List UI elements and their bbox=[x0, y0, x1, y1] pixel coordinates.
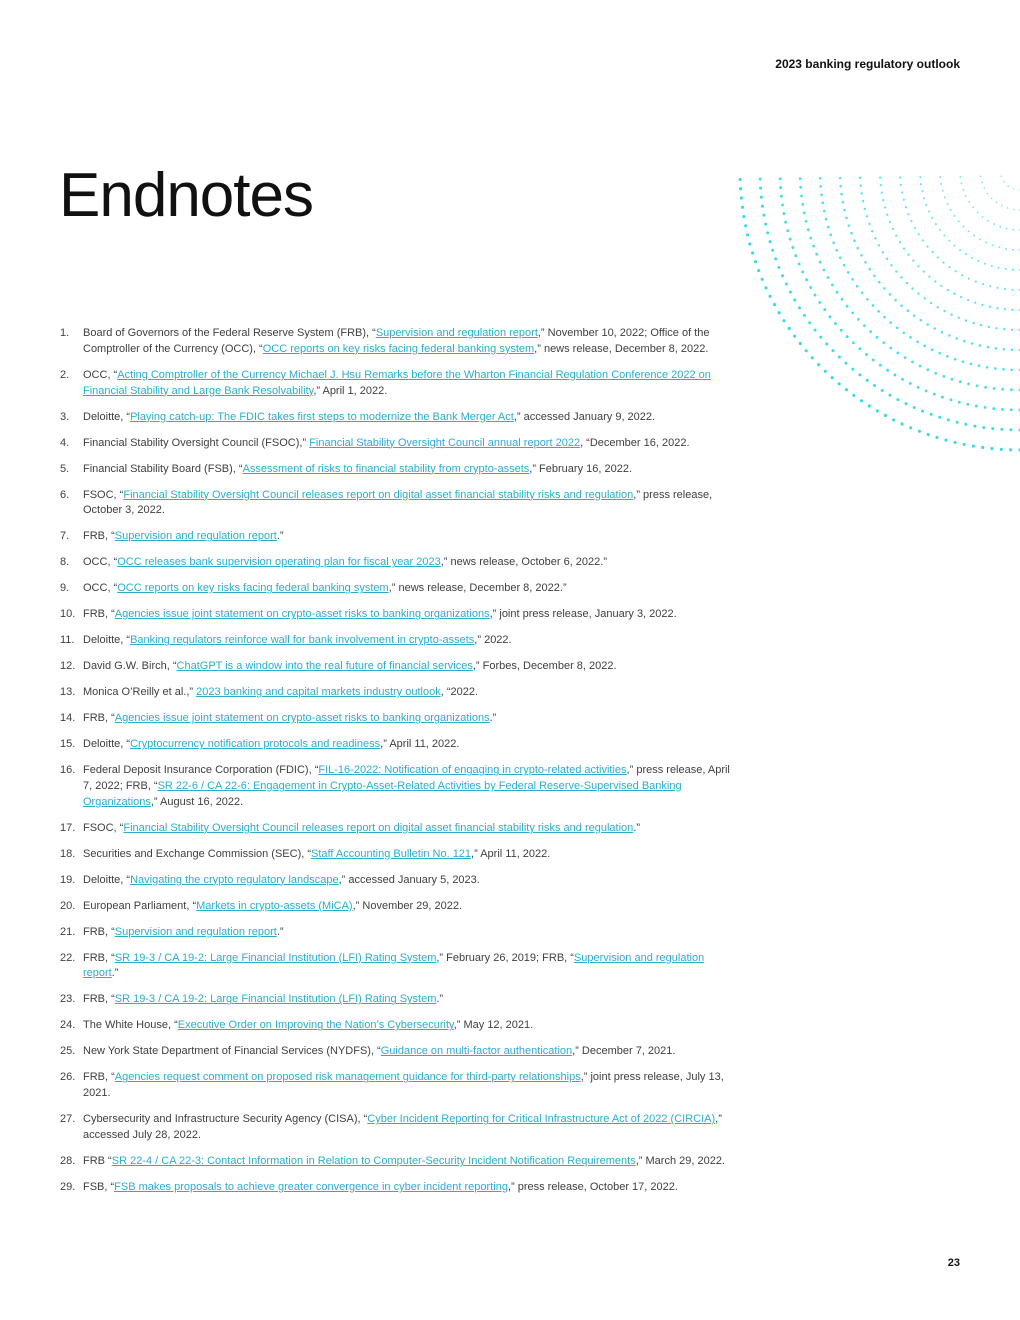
endnote-item bbox=[60, 711, 732, 727]
endnote-text: OCC, “ bbox=[83, 556, 118, 569]
endnote-source-link[interactable]: Cyber Incident Reporting for Critical Infrastructure Act of 2022 (CIRCIA) bbox=[367, 1113, 716, 1126]
endnote-number: 6. bbox=[60, 488, 70, 501]
endnote-text: , “December 16, 2022. bbox=[580, 436, 690, 449]
endnote-number: 19. bbox=[60, 873, 76, 886]
endnote-text: ,” December 7, 2021. bbox=[572, 1045, 676, 1058]
endnote-text: Securities and Exchange Commission (SEC), “ bbox=[83, 847, 312, 860]
endnote-number: 3. bbox=[60, 410, 70, 423]
endnote-text: FRB, “ bbox=[83, 608, 115, 621]
endnote-source-link[interactable]: Markets in crypto-assets (MiCA) bbox=[196, 899, 353, 912]
endnote-text: New York State Department of Financial Services (NYDFS), “ bbox=[83, 1045, 381, 1058]
endnote-source-link[interactable]: Agencies issue joint statement on crypto-asset risks to banking organizations bbox=[114, 712, 490, 725]
endnote-text: Financial Stability Board (FSB), “ bbox=[83, 462, 243, 475]
endnote-source-link[interactable]: Agencies request comment on proposed risk management guidance for third-party relationships bbox=[114, 1071, 581, 1084]
endnote-text: Board of Governors of the Federal Reserve System (FRB), “ bbox=[83, 327, 376, 339]
endnote-text: FSB, “ bbox=[83, 1180, 115, 1193]
endnote-number: 24. bbox=[60, 1019, 76, 1032]
endnote-text: FRB, “ bbox=[83, 1071, 115, 1084]
endnote-number: 27. bbox=[60, 1113, 76, 1126]
endnote-number: 8. bbox=[60, 556, 70, 569]
endnote-item bbox=[60, 410, 732, 426]
endnote-source-link[interactable]: FSB makes proposals to achieve greater convergence in cyber incident reporting bbox=[114, 1180, 508, 1193]
endnote-source-link[interactable]: OCC releases bank supervision operating plan for fiscal year 2023 bbox=[117, 556, 441, 569]
endnote-item bbox=[60, 529, 732, 545]
endnote-text: ,” accessed January 5, 2023. bbox=[338, 873, 480, 886]
endnote-text: ,” news release, December 8, 2022.” bbox=[388, 582, 567, 595]
endnote-item bbox=[60, 925, 732, 941]
endnote-source-link[interactable]: Executive Order on Improving the Nation’s Cybersecurity bbox=[177, 1019, 454, 1032]
endnote-number: 17. bbox=[60, 821, 76, 834]
endnote-number: 5. bbox=[60, 462, 70, 475]
endnote-item bbox=[60, 1180, 732, 1196]
endnote-text: ,” February 26, 2019; FRB, “ bbox=[436, 951, 574, 964]
endnote-text: ,” accessed January 9, 2022. bbox=[513, 410, 656, 423]
endnote-text: ,” April 1, 2022. bbox=[313, 384, 388, 397]
endnote-number: 25. bbox=[60, 1045, 76, 1058]
endnote-text: ,” August 16, 2022. bbox=[150, 795, 244, 808]
endnote-number: 20. bbox=[60, 899, 76, 912]
endnote-text: .” bbox=[111, 967, 119, 980]
endnote-item bbox=[60, 633, 732, 649]
endnote-text: ,” April 11, 2022. bbox=[380, 738, 460, 751]
endnote-item bbox=[60, 659, 732, 675]
endnote-text: FSOC, “ bbox=[83, 488, 124, 501]
endnote-source-link[interactable]: Supervision and regulation report bbox=[114, 530, 277, 543]
endnote-text: FSOC, “ bbox=[83, 821, 124, 834]
endnote-number: 15. bbox=[60, 738, 76, 751]
endnote-item bbox=[60, 1044, 732, 1060]
endnote-text: Federal Deposit Insurance Corporation (FDIC), “ bbox=[83, 764, 319, 777]
endnote-text: FRB, “ bbox=[83, 925, 115, 938]
endnote-number: 22. bbox=[60, 951, 76, 964]
endnote-item bbox=[60, 581, 732, 597]
endnote-item bbox=[60, 685, 732, 701]
endnote-source-link[interactable]: Financial Stability Oversight Council annual report 2022 bbox=[309, 436, 581, 449]
endnote-source-link[interactable]: Banking regulators reinforce wall for bank involvement in crypto-assets bbox=[130, 634, 475, 647]
endnote-text: ,” March 29, 2022. bbox=[635, 1154, 725, 1167]
endnote-text: ,” joint press release, July 13, 2021. bbox=[83, 1071, 724, 1100]
endnote-text: FRB, “ bbox=[83, 993, 115, 1006]
endnote-text: The White House, “ bbox=[83, 1019, 178, 1032]
endnote-text: ,” news release, October 6, 2022.” bbox=[440, 556, 607, 569]
page-number: 23 bbox=[947, 1257, 960, 1269]
endnote-source-link[interactable]: Guidance on multi-factor authentication bbox=[380, 1045, 573, 1058]
endnote-item bbox=[60, 1154, 732, 1170]
endnote-item bbox=[60, 951, 732, 983]
endnote-number: 7. bbox=[60, 530, 70, 543]
endnote-text: Deloitte, “ bbox=[83, 873, 131, 886]
endnote-item bbox=[60, 992, 732, 1008]
endnote-item bbox=[60, 763, 732, 810]
endnote-source-link[interactable]: SR 19-3 / CA 19-2: Large Financial Institution (LFI) Rating System bbox=[114, 993, 437, 1006]
endnote-text: ,” press release, October 3, 2022. bbox=[83, 488, 713, 517]
endnote-number: 14. bbox=[60, 712, 76, 725]
endnote-text: FRB “ bbox=[83, 1154, 112, 1167]
endnote-source-link[interactable]: SR 22-6 / CA 22-6: Engagement in Crypto-Asset-Related Activities by Federal Reserve-Supervised Banking Organizations bbox=[83, 779, 682, 808]
endnote-number: 21. bbox=[60, 925, 76, 938]
endnote-source-link[interactable]: FIL-16-2022: Notification of engaging in crypto-related activities bbox=[318, 764, 627, 777]
endnotes-list bbox=[60, 326, 732, 1206]
endnote-number: 12. bbox=[60, 660, 76, 673]
endnote-source-link[interactable]: Supervision and regulation report bbox=[114, 925, 277, 938]
endnote-text: David G.W. Birch, “ bbox=[83, 660, 177, 673]
endnote-number: 4. bbox=[60, 436, 70, 449]
page-title: Endnotes bbox=[59, 161, 313, 230]
endnote-item bbox=[60, 847, 732, 863]
endnote-source-link[interactable]: ChatGPT is a window into the real future of financial services bbox=[176, 660, 473, 673]
endnote-number: 10. bbox=[60, 608, 76, 621]
endnote-item bbox=[60, 326, 732, 358]
endnote-text: ,” May 12, 2021. bbox=[453, 1019, 534, 1032]
endnote-text: .” bbox=[276, 925, 284, 938]
endnote-text: ,” 2022. bbox=[474, 634, 512, 647]
endnote-text: ,” accessed July 28, 2022. bbox=[83, 1113, 722, 1141]
endnote-item bbox=[60, 488, 732, 520]
endnote-text: OCC, “ bbox=[83, 582, 118, 595]
endnote-text: Monica O’Reilly et al.,” bbox=[83, 686, 197, 699]
decorative-dot-pattern bbox=[720, 160, 1020, 520]
endnote-source-link[interactable]: Assessment of risks to financial stability from crypto-assets bbox=[242, 462, 530, 475]
endnote-source-link[interactable]: Playing catch-up: The FDIC takes first steps to modernize the Bank Merger Act bbox=[130, 410, 514, 423]
endnote-number: 1. bbox=[60, 327, 70, 339]
endnote-source-link[interactable]: Staff Accounting Bulletin No. 121 bbox=[311, 847, 472, 860]
endnote-number: 23. bbox=[60, 993, 76, 1006]
endnote-text: .” bbox=[489, 712, 497, 725]
endnote-source-link[interactable]: Acting Comptroller of the Currency Michael J. Hsu Remarks before the Wharton Financial Regulation Conference 2022 on Financial Stability and Large Bank Resolvability bbox=[83, 368, 711, 397]
endnote-source-link[interactable]: Cryptocurrency notification protocols and readiness bbox=[130, 738, 381, 751]
endnote-number: 29. bbox=[60, 1180, 76, 1193]
endnote-source-link[interactable]: Supervision and regulation report bbox=[83, 951, 705, 980]
endnote-item bbox=[60, 737, 732, 753]
endnote-source-link[interactable]: Supervision and regulation report bbox=[375, 327, 538, 339]
endnote-text: Deloitte, “ bbox=[83, 410, 131, 423]
endnote-text: ,” news release, December 8, 2022. bbox=[534, 342, 709, 355]
endnote-item bbox=[60, 899, 732, 915]
endnote-number: 26. bbox=[60, 1071, 76, 1084]
endnote-text: ,” press release, October 17, 2022. bbox=[507, 1180, 678, 1193]
endnote-item bbox=[60, 1070, 732, 1102]
endnote-item bbox=[60, 462, 732, 478]
endnote-source-link[interactable]: OCC reports on key risks facing federal banking system bbox=[262, 342, 535, 355]
endnote-text: .” bbox=[436, 993, 444, 1006]
endnote-number: 28. bbox=[60, 1154, 76, 1167]
endnote-source-link[interactable]: Financial Stability Oversight Council releases report on digital asset financial stability risks and regulation bbox=[123, 488, 634, 501]
endnote-text: Financial Stability Oversight Council (FSOC),” bbox=[83, 436, 310, 449]
endnote-text: FRB, “ bbox=[83, 530, 115, 543]
endnote-number: 13. bbox=[60, 686, 76, 699]
endnote-text: Cybersecurity and Infrastructure Security Agency (CISA), “ bbox=[83, 1113, 368, 1126]
endnote-text: FRB, “ bbox=[83, 951, 115, 964]
endnote-source-link[interactable]: OCC reports on key risks facing federal banking system bbox=[117, 582, 389, 595]
endnote-text: .” bbox=[276, 530, 284, 543]
endnote-number: 9. bbox=[60, 582, 70, 595]
endnote-text: , “2022. bbox=[440, 686, 479, 699]
endnote-text: Deloitte, “ bbox=[83, 634, 131, 647]
endnote-source-link[interactable]: Agencies issue joint statement on crypto-asset risks to banking organizations bbox=[114, 608, 490, 621]
endnote-source-link[interactable]: 2023 banking and capital markets industry outlook bbox=[196, 686, 441, 699]
endnote-text: ,” joint press release, January 3, 2022. bbox=[489, 608, 677, 621]
endnote-number: 18. bbox=[60, 847, 76, 860]
header-title: 2023 banking regulatory outlook bbox=[775, 57, 960, 71]
endnote-item bbox=[60, 436, 732, 452]
endnote-text: ,” November 29, 2022. bbox=[352, 899, 463, 912]
endnote-text: OCC, “ bbox=[83, 368, 118, 381]
endnote-text: ,” November 10, 2022; Office of the Comptroller of the Currency (OCC), “ bbox=[83, 327, 710, 355]
endnote-item bbox=[60, 821, 732, 837]
endnote-item bbox=[60, 873, 732, 889]
endnote-item bbox=[60, 1018, 732, 1034]
endnote-source-link[interactable]: SR 22-4 / CA 22-3: Contact Information in Relation to Computer-Security Incident Notification Requirements bbox=[111, 1154, 636, 1167]
endnote-source-link[interactable]: Financial Stability Oversight Council releases report on digital asset financial stability risks and regulation bbox=[123, 821, 634, 834]
endnote-text: ,” April 11, 2022. bbox=[471, 847, 551, 860]
endnote-item bbox=[60, 1112, 732, 1144]
endnote-text: Deloitte, “ bbox=[83, 738, 131, 751]
endnote-source-link[interactable]: SR 19-3 / CA 19-2: Large Financial Institution (LFI) Rating System bbox=[114, 951, 437, 964]
endnote-text: ,” February 16, 2022. bbox=[529, 462, 633, 475]
endnote-text: ,” Forbes, December 8, 2022. bbox=[472, 660, 617, 673]
endnote-item bbox=[60, 555, 732, 571]
endnote-text: European Parliament, “ bbox=[83, 899, 197, 912]
endnote-source-link[interactable]: Navigating the crypto regulatory landscape bbox=[130, 873, 339, 886]
endnote-number: 16. bbox=[60, 764, 76, 777]
endnote-number: 11. bbox=[60, 634, 75, 647]
endnote-text: FRB, “ bbox=[83, 712, 115, 725]
endnote-item bbox=[60, 607, 732, 623]
endnote-text: ,” press release, April 7, 2022; FRB, “ bbox=[83, 764, 730, 792]
endnote-text: .” bbox=[633, 821, 640, 834]
dot-arcs bbox=[739, 175, 1020, 451]
endnote-number: 2. bbox=[60, 368, 70, 381]
endnote-item bbox=[60, 368, 732, 400]
